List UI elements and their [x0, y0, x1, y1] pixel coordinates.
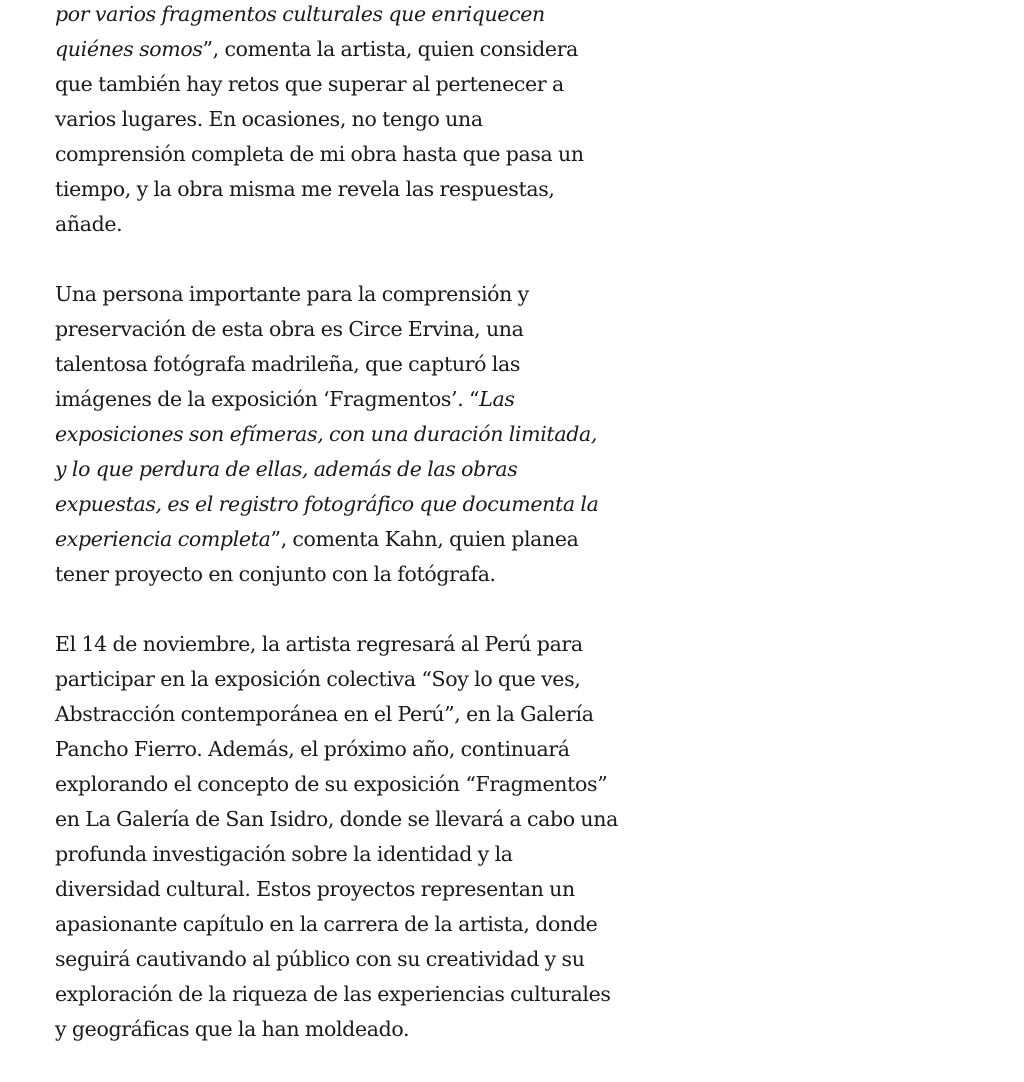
- text-line: Abstracción contemporánea en el Perú”, en la Galería: [55, 702, 594, 726]
- text-line: añade.: [55, 212, 123, 236]
- text-segment: ”, comenta la artista, quien considera: [202, 37, 579, 61]
- text-segment: imágenes de la exposición ‘Fragmentos’. “: [55, 387, 480, 411]
- text-segment: ”, comenta Kahn, quien planea: [270, 527, 579, 551]
- text-line: comprensión completa de mi obra hasta que pasa un: [55, 142, 584, 166]
- italic-quote-text: exposiciones son efímeras, con una duración limitada,: [55, 422, 598, 446]
- text-line: El 14 de noviembre, la artista regresará al Perú para: [55, 632, 583, 656]
- text-line: [55, 0, 655, 32]
- text-line: [55, 452, 655, 487]
- text-line: que también hay retos que superar al pertenecer a: [55, 72, 564, 96]
- text-line: Pancho Fierro. Además, el próximo año, continuará: [55, 737, 570, 761]
- text-line: talentosa fotógrafa madrileña, que capturó las: [55, 352, 521, 376]
- italic-quote-text: expuestas, es el registro fotográfico que documenta la: [55, 492, 599, 516]
- italic-quote-text: quiénes somos: [55, 37, 203, 61]
- text-line: [55, 32, 655, 67]
- text-line: [55, 487, 655, 522]
- text-line: participar en la exposición colectiva “Soy lo que ves,: [55, 667, 581, 691]
- italic-quote-text: por varios fragmentos culturales que enriquecen: [55, 2, 545, 26]
- text-line: tiempo, y la obra misma me revela las respuestas,: [55, 177, 555, 201]
- italic-quote-text: Las: [479, 387, 515, 411]
- text-line: exploración de la riqueza de las experiencias culturales: [55, 982, 611, 1006]
- text-line: apasionante capítulo en la carrera de la artista, donde: [55, 912, 598, 936]
- italic-quote-text: experiencia completa: [55, 527, 271, 551]
- text-line: explorando el concepto de su exposición “Fragmentos”: [55, 772, 608, 796]
- paragraph-upcoming-projects: [55, 627, 655, 1047]
- text-line: tener proyecto en conjunto con la fotógrafa.: [55, 562, 496, 586]
- paragraph-quote-continuation: [55, 0, 655, 242]
- text-line: preservación de esta obra es Circe Ervina, una: [55, 317, 524, 341]
- italic-quote-text: y lo que perdura de ellas, además de las obras: [55, 457, 518, 481]
- text-line: [55, 417, 655, 452]
- text-line: y geográficas que la han moldeado.: [55, 1017, 410, 1041]
- text-line: [55, 382, 655, 417]
- text-line: diversidad cultural. Estos proyectos representan un: [55, 877, 575, 901]
- text-line: en La Galería de San Isidro, donde se llevará a cabo una: [55, 807, 618, 831]
- text-line: varios lugares. En ocasiones, no tengo una: [55, 107, 483, 131]
- article-body: [55, 0, 655, 1082]
- text-line: seguirá cautivando al público con su creatividad y su: [55, 947, 585, 971]
- text-line: profunda investigación sobre la identidad y la: [55, 842, 513, 866]
- text-line: Una persona importante para la comprensión y: [55, 282, 529, 306]
- text-line: [55, 522, 655, 557]
- paragraph-photographer: [55, 277, 655, 592]
